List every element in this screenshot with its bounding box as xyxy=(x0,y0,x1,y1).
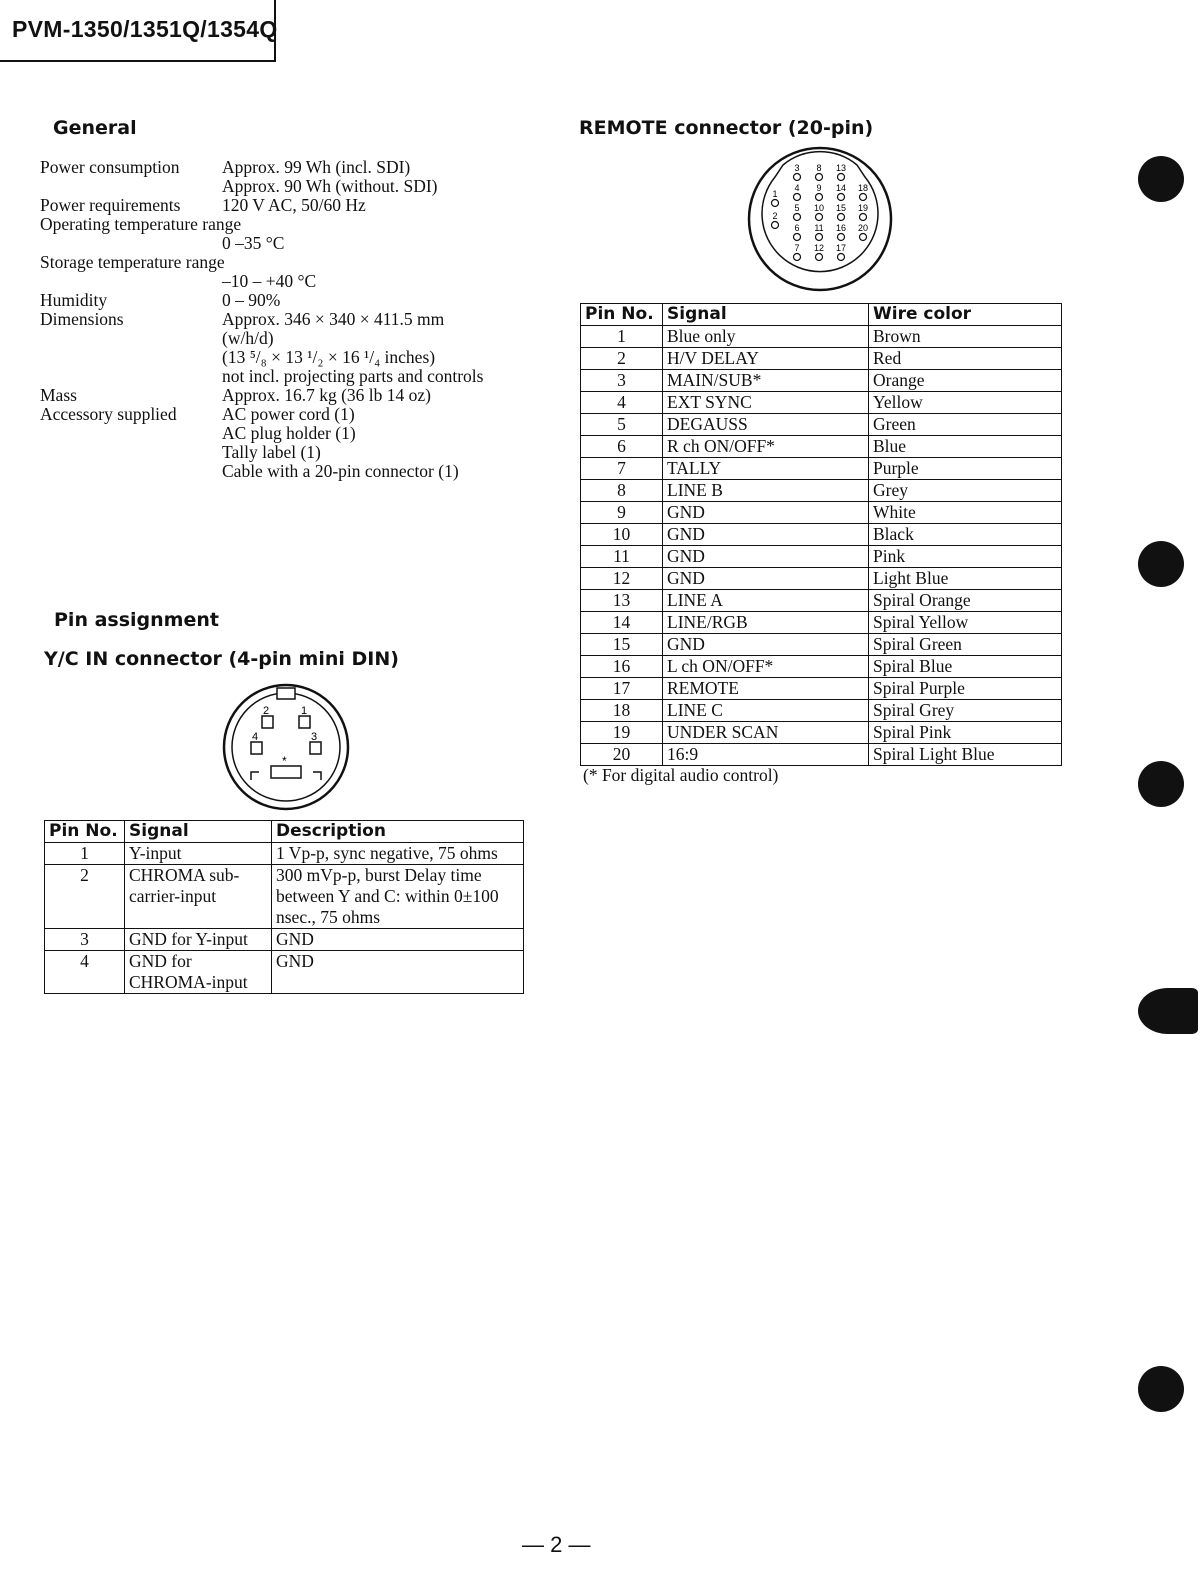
wire-color-cell: Black xyxy=(869,524,1062,546)
signal-cell: GND xyxy=(663,546,869,568)
spec-value: Approx. 16.7 kg (36 lb 14 oz) xyxy=(222,385,432,405)
table-row xyxy=(581,568,1062,590)
table-row xyxy=(581,458,1062,480)
wire-color-cell: Spiral Purple xyxy=(869,678,1062,700)
pin-cell: 15 xyxy=(581,634,663,656)
binding-hole xyxy=(1138,761,1184,807)
spec-row-operating-temp-label xyxy=(40,215,560,234)
signal-cell: GND xyxy=(663,568,869,590)
table-row xyxy=(581,700,1062,722)
table-row xyxy=(581,392,1062,414)
remote-pin-socket xyxy=(794,194,801,201)
pin-cell: 2 xyxy=(45,865,125,929)
spec-value: 120 V AC, 50/60 Hz xyxy=(222,195,366,215)
remote-pin-label: 10 xyxy=(813,203,825,213)
signal-cell: MAIN/SUB* xyxy=(663,370,869,392)
remote-pin-socket xyxy=(816,194,823,201)
signal-cell: LINE/RGB xyxy=(663,612,869,634)
spec-value: not incl. projecting parts and controls xyxy=(222,366,484,386)
remote-pin-socket xyxy=(816,254,823,261)
pin-cell: 14 xyxy=(581,612,663,634)
spec-label: Humidity xyxy=(40,290,108,310)
signal-cell: EXT SYNC xyxy=(663,392,869,414)
table-header-row xyxy=(581,304,1062,326)
remote-pin-socket xyxy=(838,214,845,221)
pin-cell: 11 xyxy=(581,546,663,568)
spec-value: (13 ⁵/₈ × 13 ¹/₂ × 16 ¹/₄ inches) xyxy=(222,347,436,367)
spec-value: Approx. 90 Wh (without. SDI) xyxy=(222,176,438,196)
signal-cell: UNDER SCAN xyxy=(663,722,869,744)
remote-pin-socket xyxy=(838,174,845,181)
wire-color-cell: Grey xyxy=(869,480,1062,502)
spec-label: Storage temperature range xyxy=(40,252,225,272)
wire-color-cell: Spiral Light Blue xyxy=(869,744,1062,766)
column-header: Pin No. xyxy=(45,821,125,843)
signal-cell: CHROMA sub-carrier-input xyxy=(125,865,272,929)
remote-pin-socket xyxy=(860,194,867,201)
spec-value: –10 – +40 °C xyxy=(222,271,317,291)
remote-pin-label: 8 xyxy=(816,163,822,173)
description-cell: 1 Vp-p, sync negative, 75 ohms xyxy=(272,843,524,865)
binding-hole xyxy=(1138,156,1184,202)
remote-pin-socket xyxy=(838,194,845,201)
pin-cell: 13 xyxy=(581,590,663,612)
signal-cell: L ch ON/OFF* xyxy=(663,656,869,678)
signal-cell: GND for CHROMA-input xyxy=(125,951,272,994)
signal-cell: Blue only xyxy=(663,326,869,348)
description-cell: GND xyxy=(272,929,524,951)
remote-pin-socket xyxy=(772,200,779,207)
remote-pin-label: 16 xyxy=(835,223,847,233)
spec-value: AC plug holder (1) xyxy=(222,423,356,443)
signal-cell: REMOTE xyxy=(663,678,869,700)
signal-cell: LINE A xyxy=(663,590,869,612)
table-row xyxy=(581,414,1062,436)
table-row xyxy=(581,524,1062,546)
spec-value: (w/h/d) xyxy=(222,328,274,348)
table-row xyxy=(581,370,1062,392)
table-row xyxy=(581,634,1062,656)
wire-color-cell: Red xyxy=(869,348,1062,370)
remote-pin-socket xyxy=(816,234,823,241)
pin-cell: 12 xyxy=(581,568,663,590)
pin-cell: 1 xyxy=(45,843,125,865)
table-row xyxy=(581,502,1062,524)
remote-pin-socket xyxy=(794,214,801,221)
pin-cell: 3 xyxy=(581,370,663,392)
remote-pin-socket xyxy=(772,222,779,229)
wire-color-cell: Spiral Pink xyxy=(869,722,1062,744)
table-row xyxy=(581,678,1062,700)
remote-pin-socket xyxy=(816,214,823,221)
remote-pin-socket xyxy=(794,234,801,241)
signal-cell: GND xyxy=(663,502,869,524)
signal-cell: Y-input xyxy=(125,843,272,865)
pin-cell: 18 xyxy=(581,700,663,722)
signal-cell: R ch ON/OFF* xyxy=(663,436,869,458)
wire-color-cell: Spiral Grey xyxy=(869,700,1062,722)
table-row xyxy=(581,590,1062,612)
wire-color-cell: White xyxy=(869,502,1062,524)
column-header: Pin No. xyxy=(581,304,663,326)
wire-color-cell: Spiral Blue xyxy=(869,656,1062,678)
table-row xyxy=(45,865,524,929)
wire-color-cell: Green xyxy=(869,414,1062,436)
pin-cell: 5 xyxy=(581,414,663,436)
pin-cell: 19 xyxy=(581,722,663,744)
remote-pin-label: 1 xyxy=(772,189,778,199)
spec-value: Cable with a 20-pin connector (1) xyxy=(222,461,459,481)
spec-value: 0 –35 °C xyxy=(222,233,285,253)
spec-row-storage-temp-value xyxy=(40,272,560,291)
pin-cell: 20 xyxy=(581,744,663,766)
remote-pin-label: 9 xyxy=(816,183,822,193)
remote-pin-label: 17 xyxy=(835,243,847,253)
table-row xyxy=(581,436,1062,458)
table-row xyxy=(581,744,1062,766)
pin-cell: 3 xyxy=(45,929,125,951)
wire-color-cell: Brown xyxy=(869,326,1062,348)
remote-pin-label: 20 xyxy=(857,223,869,233)
wire-color-cell: Light Blue xyxy=(869,568,1062,590)
remote-pin-label: 11 xyxy=(814,223,824,233)
spec-row-storage-temp-label xyxy=(40,253,560,272)
spec-row-humidity xyxy=(40,291,560,310)
general-specs xyxy=(40,158,560,481)
signal-cell: 16:9 xyxy=(663,744,869,766)
pin-cell: 4 xyxy=(581,392,663,414)
spec-row-mass xyxy=(40,386,560,405)
remote-pin-label: 19 xyxy=(857,203,869,213)
page-number: — 2 — xyxy=(522,1532,591,1557)
table-row xyxy=(45,951,524,994)
binding-hole xyxy=(1138,988,1198,1034)
remote-pin-socket xyxy=(860,234,867,241)
pin-cell: 8 xyxy=(581,480,663,502)
wire-color-cell: Spiral Green xyxy=(869,634,1062,656)
remote-pin-label: 5 xyxy=(794,203,800,213)
pin-cell: 1 xyxy=(581,326,663,348)
spec-value: AC power cord (1) xyxy=(222,404,355,424)
binding-hole xyxy=(1138,1366,1184,1412)
model-title: PVM-1350/1351Q/1354Q xyxy=(12,16,278,42)
table-row xyxy=(45,929,524,951)
column-header: Signal xyxy=(125,821,272,843)
remote-pin-label: 14 xyxy=(835,183,847,193)
wire-color-cell: Pink xyxy=(869,546,1062,568)
remote-connector-diagram xyxy=(745,145,895,293)
remote-pin-label: 6 xyxy=(794,223,800,233)
general-heading: General xyxy=(53,117,137,139)
signal-cell: LINE B xyxy=(663,480,869,502)
signal-cell: TALLY xyxy=(663,458,869,480)
column-header: Description xyxy=(272,821,524,843)
binding-hole xyxy=(1138,541,1184,587)
spec-row-dimensions xyxy=(40,310,560,386)
yc-pin-label: 2 xyxy=(263,705,270,717)
description-cell: GND xyxy=(272,951,524,994)
remote-pin-label: 3 xyxy=(794,163,800,173)
column-header: Signal xyxy=(663,304,869,326)
remote-pin-label: 13 xyxy=(835,163,847,173)
remote-pin-socket xyxy=(816,174,823,181)
spec-row-power-requirements xyxy=(40,196,560,215)
table-row xyxy=(581,656,1062,678)
spec-label: Mass xyxy=(40,385,77,405)
table-row xyxy=(581,348,1062,370)
column-header: Wire color xyxy=(869,304,1062,326)
remote-pin-socket xyxy=(794,254,801,261)
pin-cell: 4 xyxy=(45,951,125,994)
remote-footnote: (* For digital audio control) xyxy=(583,765,779,785)
spec-row-accessory xyxy=(40,405,560,481)
spec-row-operating-temp-value xyxy=(40,234,560,253)
pin-assignment-heading: Pin assignment xyxy=(54,609,219,631)
remote-pin-socket xyxy=(860,214,867,221)
remote-pin-socket xyxy=(794,174,801,181)
pin-cell: 2 xyxy=(581,348,663,370)
spec-value: Approx. 99 Wh (incl. SDI) xyxy=(222,157,411,177)
yc-pin-label: 4 xyxy=(252,731,259,743)
spec-label: Dimensions xyxy=(40,309,124,329)
remote-pin-label: 7 xyxy=(794,243,800,253)
pin-cell: 10 xyxy=(581,524,663,546)
table-header-row xyxy=(45,821,524,843)
table-row xyxy=(45,843,524,865)
remote-pin-label: 2 xyxy=(772,211,778,221)
spec-value: 0 – 90% xyxy=(222,290,281,310)
yc-pin-label: 1 xyxy=(301,705,308,717)
remote-pin-group xyxy=(772,163,869,261)
pin-cell: 17 xyxy=(581,678,663,700)
remote-pin-label: 12 xyxy=(813,243,825,253)
table-row xyxy=(581,722,1062,744)
remote-pin-socket xyxy=(838,234,845,241)
yc-pin-label: 3 xyxy=(311,731,318,743)
remote-pin-label: 18 xyxy=(857,183,869,193)
signal-cell: GND xyxy=(663,524,869,546)
pin-cell: 16 xyxy=(581,656,663,678)
spec-value: Tally label (1) xyxy=(222,442,321,462)
spec-label: Accessory supplied xyxy=(40,404,177,424)
wire-color-cell: Spiral Orange xyxy=(869,590,1062,612)
description-cell: 300 mVp-p, burst Delay time between Y and C: within 0±100 nsec., 75 ohms xyxy=(272,865,524,929)
table-row xyxy=(581,326,1062,348)
signal-cell: LINE C xyxy=(663,700,869,722)
remote-pin-socket xyxy=(838,254,845,261)
signal-cell: GND for Y-input xyxy=(125,929,272,951)
signal-cell: H/V DELAY xyxy=(663,348,869,370)
wire-color-cell: Blue xyxy=(869,436,1062,458)
yc-connector-diagram xyxy=(215,682,357,812)
spec-row-power-consumption xyxy=(40,158,560,196)
wire-color-cell: Orange xyxy=(869,370,1062,392)
spec-value: Approx. 346 × 340 × 411.5 mm xyxy=(222,309,445,329)
table-row xyxy=(581,546,1062,568)
remote-heading: REMOTE connector (20-pin) xyxy=(579,117,874,139)
wire-color-cell: Spiral Yellow xyxy=(869,612,1062,634)
pin-cell: 6 xyxy=(581,436,663,458)
wire-color-cell: Purple xyxy=(869,458,1062,480)
pin-cell: 7 xyxy=(581,458,663,480)
remote-pin-label: 4 xyxy=(794,183,800,193)
spec-label: Power requirements xyxy=(40,195,181,215)
yc-pin-label: * xyxy=(282,754,287,768)
signal-cell: GND xyxy=(663,634,869,656)
pin-cell: 9 xyxy=(581,502,663,524)
table-row xyxy=(581,480,1062,502)
spec-label: Power consumption xyxy=(40,157,180,177)
remote-pin-label: 15 xyxy=(835,203,847,213)
yc-connector-heading: Y/C IN connector (4-pin mini DIN) xyxy=(44,648,399,670)
wire-color-cell: Yellow xyxy=(869,392,1062,414)
table-row xyxy=(581,612,1062,634)
signal-cell: DEGAUSS xyxy=(663,414,869,436)
spec-label: Operating temperature range xyxy=(40,214,242,234)
remote-pin-table xyxy=(580,303,1062,766)
yc-pin-table xyxy=(44,820,524,994)
